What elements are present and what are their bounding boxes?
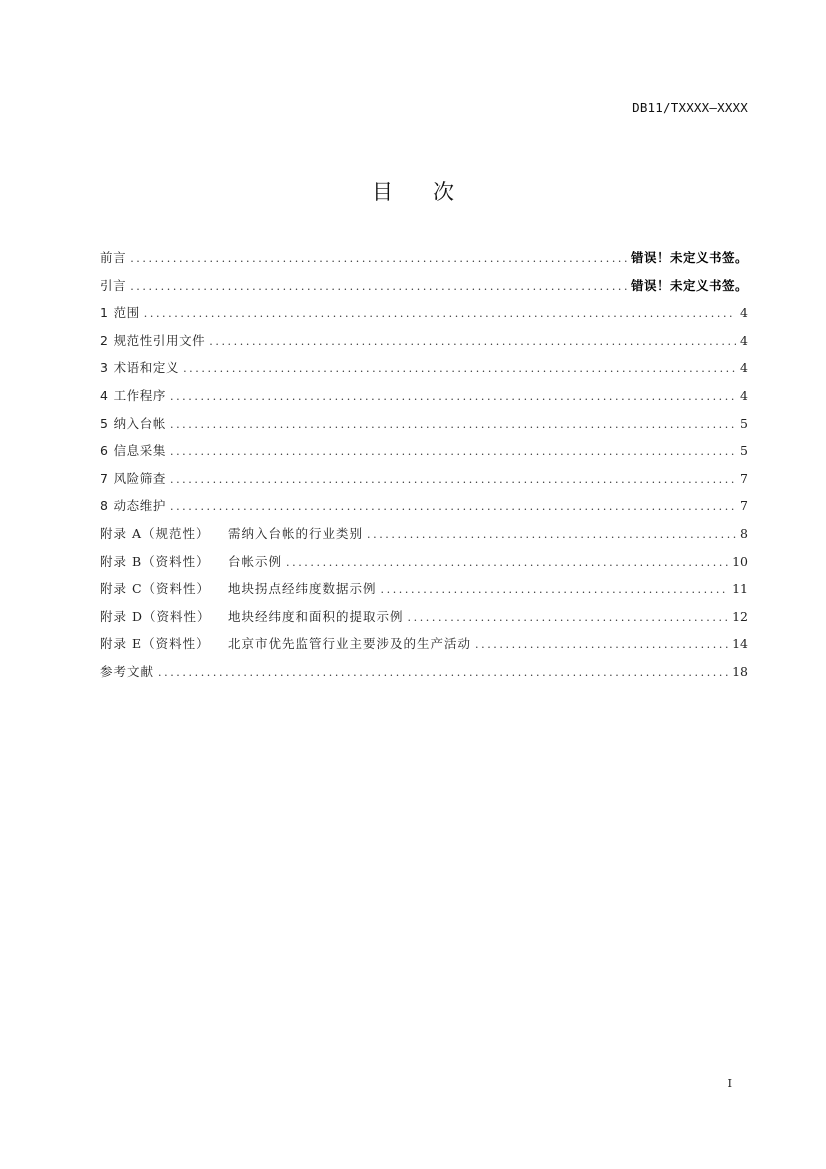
toc-entry-appendix-a[interactable] xyxy=(100,524,748,552)
toc-entry-ledger-inclusion[interactable] xyxy=(100,414,748,442)
dot-leader xyxy=(170,418,736,431)
toc-page: 10 xyxy=(732,553,748,569)
toc-number: 8 xyxy=(100,498,109,514)
appendix-heading: 附录 E（资料性） xyxy=(100,636,210,652)
dot-leader xyxy=(475,638,728,651)
toc-page-error: 错误！未定义书签。 xyxy=(630,250,748,265)
dot-leader xyxy=(170,445,736,458)
toc-page: 7 xyxy=(740,470,748,486)
toc-number: 2 xyxy=(100,332,109,348)
toc-number: 4 xyxy=(100,387,109,403)
dot-leader xyxy=(130,280,627,293)
toc-entry-risk-screening[interactable] xyxy=(100,469,748,497)
dot-leader xyxy=(170,500,736,513)
toc-entry-work-procedure[interactable] xyxy=(100,386,748,414)
toc-page: 7 xyxy=(740,498,748,514)
dot-leader xyxy=(209,335,736,348)
dot-leader xyxy=(286,556,728,569)
toc-label: 术语和定义 xyxy=(113,360,180,376)
toc-page: 5 xyxy=(740,443,748,459)
toc-entry-appendix-d[interactable] xyxy=(100,607,748,635)
toc-page: 14 xyxy=(732,636,748,652)
toc-page: 4 xyxy=(740,332,748,348)
dot-leader xyxy=(170,473,736,486)
dot-leader xyxy=(158,666,728,679)
toc-number: 7 xyxy=(100,470,109,486)
appendix-heading: 附录 D（资料性） xyxy=(100,608,211,624)
toc-label: 风险筛查 xyxy=(113,470,166,486)
toc-entry-introduction[interactable] xyxy=(100,276,748,304)
toc-entry-normative-references[interactable] xyxy=(100,331,748,359)
dot-leader xyxy=(130,252,627,265)
toc-entry-foreword[interactable] xyxy=(100,248,748,276)
toc-label: 引言 xyxy=(100,277,127,293)
document-code: DB11/TXXXX—XXXX xyxy=(632,100,748,115)
toc-page: 4 xyxy=(740,305,748,321)
toc-label: 动态维护 xyxy=(113,498,166,514)
toc-number: 6 xyxy=(100,443,109,459)
toc-label: 范围 xyxy=(113,305,140,321)
dot-leader xyxy=(408,611,729,624)
dot-leader xyxy=(183,362,736,375)
toc-label: 北京市优先监管行业主要涉及的生产活动 xyxy=(228,636,472,652)
toc-label: 地块拐点经纬度数据示例 xyxy=(228,581,377,597)
toc-entry-terms-definitions[interactable] xyxy=(100,358,748,386)
toc-number: 1 xyxy=(100,305,109,321)
toc-page: 4 xyxy=(740,360,748,376)
toc-page: 18 xyxy=(732,663,748,679)
toc-label: 工作程序 xyxy=(113,387,166,403)
page-number: I xyxy=(727,1076,732,1090)
toc-label: 需纳入台帐的行业类别 xyxy=(228,525,364,541)
toc-label: 纳入台帐 xyxy=(113,415,166,431)
dot-leader xyxy=(367,528,736,541)
dot-leader xyxy=(170,390,736,403)
toc-entry-references[interactable] xyxy=(100,662,748,690)
toc-entry-dynamic-maintenance[interactable] xyxy=(100,496,748,524)
toc-label: 规范性引用文件 xyxy=(113,332,206,348)
dot-leader xyxy=(144,307,736,320)
toc-entry-information-collection[interactable] xyxy=(100,441,748,469)
toc-page: 8 xyxy=(740,525,748,541)
appendix-heading: 附录 A（规范性） xyxy=(100,525,210,541)
table-of-contents xyxy=(100,248,748,690)
toc-entry-appendix-e[interactable] xyxy=(100,634,748,662)
toc-number: 3 xyxy=(100,360,109,376)
toc-page: 5 xyxy=(740,415,748,431)
toc-label: 地块经纬度和面积的提取示例 xyxy=(228,608,404,624)
appendix-heading: 附录 C（资料性） xyxy=(100,581,211,597)
toc-label: 前言 xyxy=(100,250,127,265)
toc-entry-appendix-b[interactable] xyxy=(100,552,748,580)
toc-label: 信息采集 xyxy=(113,443,166,459)
toc-page-error: 错误！未定义书签。 xyxy=(630,277,748,293)
page-title: 目次 xyxy=(372,180,494,204)
toc-label: 参考文献 xyxy=(100,663,155,679)
toc-entry-scope[interactable] xyxy=(100,303,748,331)
toc-page: 12 xyxy=(732,608,748,624)
toc-label: 台帐示例 xyxy=(228,553,283,569)
dot-leader xyxy=(381,583,729,596)
toc-page: 4 xyxy=(740,387,748,403)
toc-page: 11 xyxy=(732,581,748,597)
toc-number: 5 xyxy=(100,415,109,431)
appendix-heading: 附录 B（资料性） xyxy=(100,553,210,569)
toc-entry-appendix-c[interactable] xyxy=(100,579,748,607)
